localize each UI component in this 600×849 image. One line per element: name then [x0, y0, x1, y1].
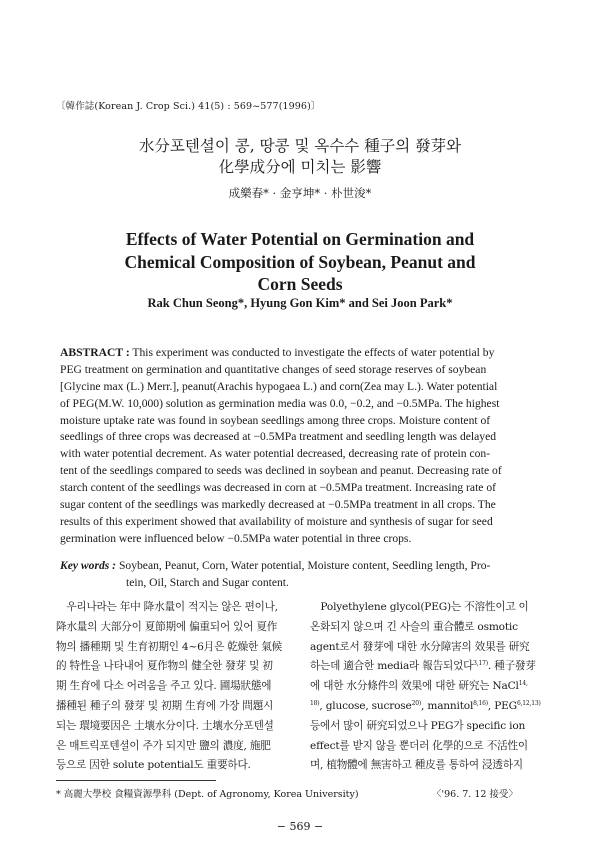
body-line: 物의 播種期 및 生育初期인 4~6月은 乾燥한 氣候: [56, 640, 283, 653]
abstract-line: germination were influenced below −0.5MPa water potential in three crops.: [60, 531, 412, 545]
citation-superscript: 14,: [518, 680, 528, 688]
journal-reference: 〔韓作誌(Korean J. Crop Sci.) 41(5) : 569~577(1996)〕: [56, 101, 321, 112]
body-line: 우리나라는 年中 降水量이 적지는 않은 편이나,: [56, 601, 278, 613]
english-authors: Rak Chun Seong*, Hyung Gon Kim* and Sei Joon Park*: [147, 296, 453, 310]
english-title: [0, 228, 600, 296]
body-line: 降水量의 大部分이 夏節期에 偏重되어 있어 夏作: [56, 620, 278, 633]
body-line: effect를 받지 않을 뿐더러 化學的으로 不活性이: [310, 739, 528, 752]
abstract-line: ABSTRACT : This experiment was conducted to investigate the effects of water potential by: [60, 346, 495, 359]
english-title-line-2: Chemical Composition of Soybean, Peanut and: [124, 251, 476, 272]
body-line: 的 特性을 나타내어 夏作物의 健全한 發芽 및 初: [56, 660, 273, 673]
body-line: 등으로 因한 solute potential도 重要하다.: [56, 759, 251, 772]
abstract-line: moisture uptake rate was found in soybean seedlings among three crops. Moisture content of: [60, 413, 491, 427]
citation-superscript: 6,12,13): [516, 699, 541, 707]
page-number: − 569 −: [276, 820, 324, 833]
english-title-line-1: Effects of Water Potential on Germination and: [125, 229, 475, 249]
body-line: 에 대한 水分條件의 效果에 대한 研究는 NaCl$^{14,}$: [310, 680, 528, 693]
body-line: Polyethylene glycol(PEG)는 不溶性이고 이: [310, 601, 529, 613]
keywords-line-2: tein, Oil, Starch and Sugar content.: [126, 575, 289, 589]
received-date: 〈'96. 7. 12 接受〉: [432, 789, 518, 800]
body-line: 하는데 適合한 media라 報告되었다$^{3,17)}$. 種子發芽: [310, 660, 536, 673]
abstract-line: with water potential decrement. As water potential decreased, decreasing rate of protein con-: [60, 447, 491, 461]
body-line: 播種된 種子의 發芽 및 初期 生育에 가장 問題시: [56, 699, 274, 712]
korean-title-line-1: 水分포텐셜이 콩, 땅콩 및 옥수수 種子의 發芽와: [138, 137, 462, 155]
footnote-divider: [56, 780, 216, 781]
abstract-line: results of this experiment showed that availability of moisture and synthesis of sugar for seed: [60, 514, 493, 528]
body-line: 며, 植物體에 無害하고 種皮를 통하여 浸透하지: [310, 759, 523, 772]
citation-superscript: 3,17): [473, 660, 488, 668]
korean-title-line-2: 化學成分에 미치는 影響: [218, 158, 382, 176]
abstract-line: sugar content of the seedlings was markedly decreased at −0.5MPa treatment in all crops. The: [60, 498, 496, 512]
abstract-line: of PEG(M.W. 10,000) solution as germination media was 0.0, −0.2, and −0.5MPa. The highest: [60, 396, 500, 410]
abstract-line: seedlings of three crops was decreased at −0.5MPa treatment and seedling length was delayed: [60, 430, 497, 444]
citation-superscript: 20): [411, 699, 422, 707]
body-left-column: [56, 598, 290, 776]
body-line: $^{18)}$, glucose, sucrose$^{20)}$, mannitol$^{8,16)}$, PEG$^{6,12,13)}$: [310, 699, 541, 712]
abstract-line: [Glycine max (L.) Merr.], peanut(Arachis hypogaea L.) and corn(Zea may L.). Water potential: [60, 379, 498, 393]
keywords-line-1: Key words : Soybean, Peanut, Corn, Water potential, Moisture content, Seedling length, Pro-: [60, 559, 491, 572]
abstract-line: starch content of the seedlings was decreased in corn at −0.5MPa treatment. Increasing rate of: [60, 481, 496, 495]
body-line: 온화되지 않으며 긴 사슬의 重合體로 osmotic: [310, 620, 518, 633]
abstract: [60, 345, 542, 548]
body-line: 은 매트릭포텐셜이 주가 되지만 鹽의 濃度, 施肥: [56, 739, 271, 752]
abstract-line: PEG treatment on germination and quantitative changes of seed storage reserves of soybean: [60, 362, 487, 376]
korean-authors: 成樂春* · 金亨坤* · 朴世浚*: [228, 186, 372, 200]
body-line: 등에서 많이 研究되었으나 PEG가 specific ion: [310, 719, 526, 732]
body-line: agent로서 發芽에 대한 水分障害의 效果를 研究: [310, 640, 530, 653]
keywords: [60, 558, 542, 591]
keywords-label: Key words :: [60, 559, 117, 572]
body-line: 되는 環境要因은 土壤水分이다. 土壤水分포텐셜: [56, 719, 274, 732]
citation-superscript: 18): [310, 699, 320, 707]
body-line: 期 生育에 다소 어려움을 주고 있다. 圃場狀態에: [56, 680, 272, 693]
abstract-line: tent of the seedlings compared to seeds was declined in soybean and peanut. Decreasing rate of: [60, 464, 502, 478]
body-right-column: [310, 598, 544, 776]
abstract-label: ABSTRACT :: [60, 346, 130, 359]
affiliation-footnote: * 高麗大學校 食糧資源學科 (Dept. of Agronomy, Korea University): [56, 789, 359, 800]
citation-superscript: 8,16): [473, 699, 488, 707]
english-title-line-3: Corn Seeds: [257, 274, 343, 294]
